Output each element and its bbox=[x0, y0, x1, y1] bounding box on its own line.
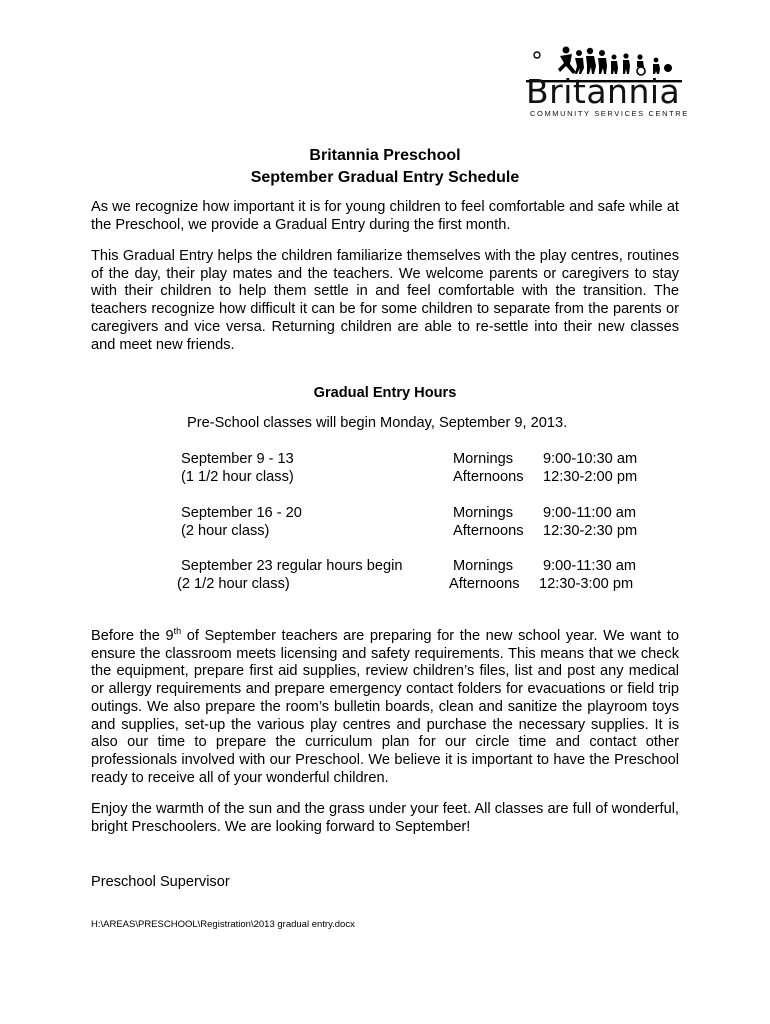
document-title: Britannia Preschool bbox=[309, 147, 461, 164]
start-note: Pre-School classes will begin Monday, September 9, 2013. bbox=[187, 415, 568, 431]
morning-time: 9:00-10:30 am bbox=[543, 451, 638, 467]
schedule-dates: September 9 - 13 bbox=[181, 451, 294, 467]
schedule-duration: (2 1/2 hour class) bbox=[177, 576, 290, 592]
afternoon-time: 12:30-3:00 pm bbox=[539, 576, 634, 592]
afternoon-time: 12:30-2:30 pm bbox=[543, 523, 638, 539]
hours-heading: Gradual Entry Hours bbox=[313, 385, 457, 401]
logo-wordmark: Britannia bbox=[526, 72, 681, 111]
schedule-dates: September 23 regular hours begin bbox=[181, 558, 403, 574]
afternoon-label: Afternoons bbox=[453, 469, 524, 485]
ordinal-suffix: th bbox=[173, 626, 182, 637]
intro-paragraph-1: As we recognize how important it is for young children to feel comfortable and safe while at the Preschool, we provide a Gradual Entry during the first month. bbox=[91, 199, 679, 233]
intro-paragraph-2: This Gradual Entry helps the children familiarize themselves with the play centres, routines of the day, their play mates and the teachers. We welcome parents or caregivers to stay with their children to help them settle in and feel comfortable with the transition. The teachers recognize how difficult it can be for some children to separate from the parents or caregivers and vice versa. Returning children are able to re-settle into their new classes and meet new friends. bbox=[91, 248, 679, 353]
closing-paragraph: Enjoy the warmth of the sun and the grass under your feet. All classes are full of wonderful, bright Preschoolers. We are looking forward to September! bbox=[91, 801, 679, 835]
afternoon-time: 12:30-2:00 pm bbox=[543, 469, 638, 485]
morning-label: Mornings bbox=[453, 451, 514, 467]
schedule-dates: September 16 - 20 bbox=[181, 505, 302, 521]
britannia-logo bbox=[522, 44, 689, 120]
document-subtitle: September Gradual Entry Schedule bbox=[250, 169, 520, 186]
morning-label: Mornings bbox=[453, 505, 514, 521]
schedule-duration: (2 hour class) bbox=[181, 523, 270, 539]
schedule-duration: (1 1/2 hour class) bbox=[181, 469, 294, 485]
signature: Preschool Supervisor bbox=[91, 874, 230, 890]
file-path-footer: H:\AREAS\PRESCHOOL\Registration\2013 gradual entry.docx bbox=[91, 919, 355, 930]
morning-label: Mornings bbox=[453, 558, 514, 574]
morning-time: 9:00-11:30 am bbox=[543, 558, 637, 574]
preparation-paragraph bbox=[91, 628, 679, 787]
afternoon-label: Afternoons bbox=[449, 576, 520, 592]
afternoon-label: Afternoons bbox=[453, 523, 524, 539]
preparation-prefix: Before the 9 bbox=[91, 628, 174, 644]
preparation-text: of September teachers are preparing for the new school year. We want to ensure the classroom meets licensing and safety requirements. This means that we check the equipment, prepare first aid supplies, review children’s files, list and post any medical or allergy requirements and prepare emergency contact folders for evacuations or field trip outings. We also prepare the room’s bulletin boards, clean and sanitize the playroom toys and supplies, set-up the various play centres and purchase the necessary supplies. It is also our time to prepare the curriculum plan for our circle time and contact other professionals involved with our Preschool. We believe it is important to have the Preschool ready to receive all of your wonderful children. bbox=[91, 628, 679, 786]
logo-subtitle: COMMUNITY SERVICES CENTRE bbox=[530, 109, 689, 118]
morning-time: 9:00-11:00 am bbox=[543, 505, 637, 521]
